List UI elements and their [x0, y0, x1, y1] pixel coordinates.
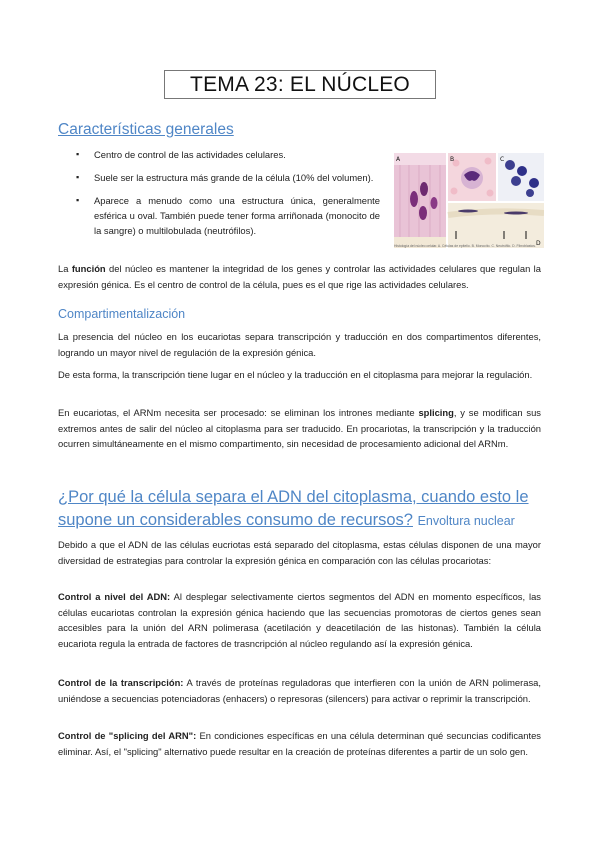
paragraph: [58, 675, 541, 706]
bullet-icon: ▪: [76, 172, 80, 182]
text-run: En condiciones específicas en una célula determinan qué secuncias codificantes eliminar. Así, el "splicing" alternativo puede resultar en la creación de proteínas diferentes a partir de un solo gen.: [58, 730, 541, 757]
bold-term: Control de "splicing del ARN":: [58, 730, 197, 741]
text-run: Al desplegar selectivamente ciertos segmentos del ADN en momento específicos, las células eucariotas controlan la expresión génica haciendo que las secuencias promotoras de ciertos genes sean accesibles para la unión del ARN polimerasa (acetilación y deacetilación de las histonas). También la célula eucariota regula la entrada de factores de trasncripción al núcleo regulando así la expresión génica.: [58, 591, 541, 649]
section-heading-question: [58, 486, 548, 533]
text-run: En eucariotas, el ARNm necesita ser procesado: se eliminan los intrones mediante: [58, 407, 419, 418]
bold-term: función: [71, 263, 106, 274]
paragraph: La presencia del núcleo en los eucariotas separa transcripción y traducción en dos compartimentos diferentes, logrando un mayor nivel de regulación de la expresión génica.: [58, 331, 541, 358]
list-item-text: Centro de control de las actividades celulares.: [94, 149, 286, 160]
paragraph: [58, 589, 541, 651]
paragraph: [58, 728, 541, 759]
list-item-text: Suele ser la estructura más grande de la célula (10% del volumen).: [94, 172, 374, 183]
bold-term: Control de la transcripción:: [58, 677, 184, 688]
text-run: A través de proteínas reguladoras que interfieren con la unión de ARN polimerasa, uniéndose a secuencias potenciadoras (enhacers) o represoras (silencers) para activar o reprimir la transcripción.: [58, 677, 541, 704]
text-run: del núcleo es mantener la integridad de los genes y controlar las actividades celulares que regulan la expresión génica. Es el centro de control de la célula, pues es el que rige las actividades celulares.: [58, 263, 541, 290]
text-run: , y se modifican sus extremos antes de salir del núcleo al citoplasma para ser traducido. En procariotas, la transcripción y la traducción ocurren simultáneamente en el mismo compartimento, sin necesidad de procesamiento adicional del ARNm.: [58, 407, 541, 449]
list-item: [76, 147, 380, 162]
bold-term: Control a nivel del ADN:: [58, 591, 171, 602]
figure-label-a: A: [396, 156, 401, 163]
paragraph: [58, 405, 541, 452]
figure-label-c: C: [500, 156, 505, 163]
paragraph: De esta forma, la transcripción tiene lugar en el núcleo y la traducción en el citoplasma para mejorar la regulación.: [58, 369, 533, 380]
list-item: [76, 193, 380, 238]
function-paragraph: [58, 261, 541, 292]
list-item-text: Aparece a menudo como una estructura única, generalmente esférica u oval. También puede tener forma arriñonada (monocito de la sangre) o multilobulada (neutrófilos).: [94, 195, 380, 236]
subheading-envoltura: Envoltura nuclear: [417, 514, 515, 528]
bold-term: splicing: [418, 407, 454, 418]
bullet-icon: ▪: [76, 149, 80, 159]
section-heading-compartment: Compartimentalización: [58, 307, 186, 321]
paragraph: Debido a que el ADN de las células eucriotas está separado del citoplasma, estas células disponen de una mayor diversidad de estrategias para controlar la expresión génica en comparación con las células procariotas:: [58, 539, 541, 566]
figure-label-d: D: [536, 240, 541, 247]
bullet-list: [76, 147, 380, 246]
histology-figure: [394, 153, 544, 248]
text-run: La: [58, 263, 72, 274]
figure-caption: Histología del núcleo celular. A. Células de epitelio. B. Monocito. C. Neutrófilo. D. Fibroblastos.: [394, 244, 536, 248]
list-item: [76, 170, 380, 185]
section-heading-general: Características generales: [58, 121, 234, 138]
histology-image: [394, 153, 544, 248]
page-title: TEMA 23: EL NÚCLEO: [164, 70, 436, 99]
question-heading: ¿Por qué la célula separa el ADN del citoplasma, cuando esto le supone un considerables consumo de recursos?: [58, 488, 529, 529]
bullet-icon: ▪: [76, 195, 80, 205]
figure-label-b: B: [450, 156, 455, 163]
